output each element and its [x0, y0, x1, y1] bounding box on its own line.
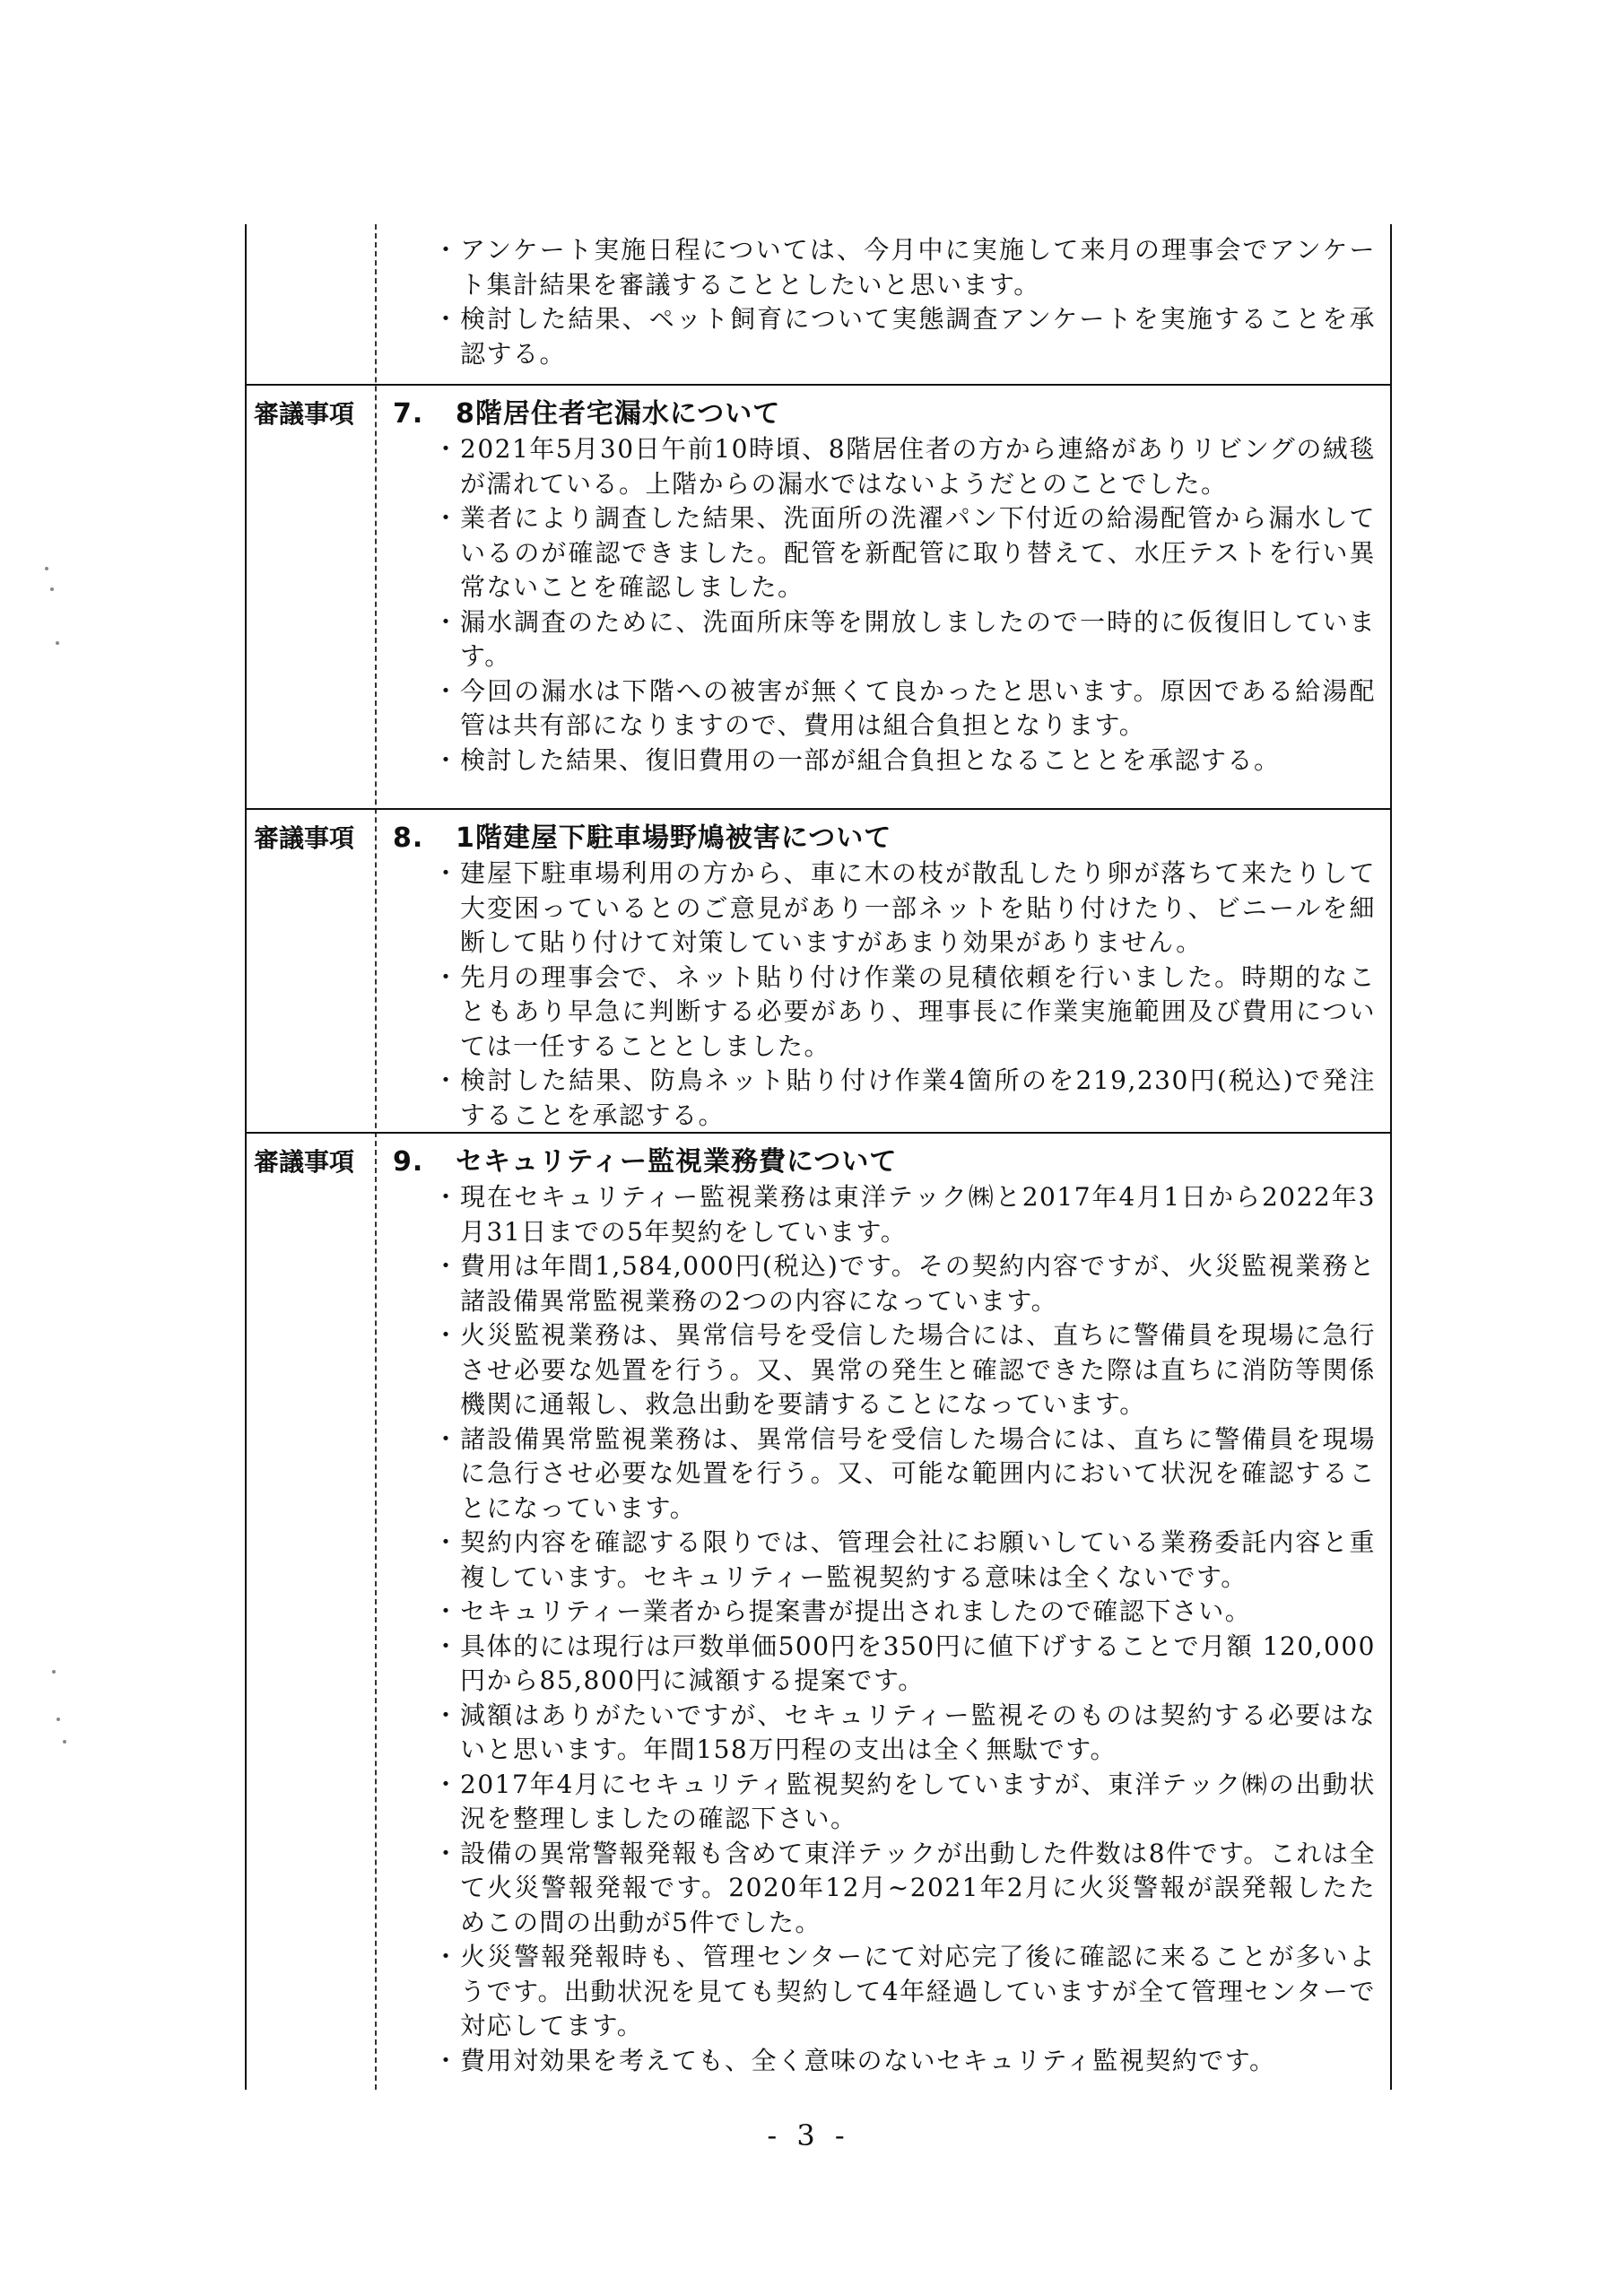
- section-label: 審議事項: [254, 823, 355, 853]
- row-divider: [245, 384, 1390, 386]
- row-divider: [245, 808, 1390, 810]
- list-item: ・ 先月の理事会で、ネット貼り付け作業の見積依頼を行いました。時期的なこともあり早急に判断する必要があり、理事長に作業実施範囲及び費用については一任することとしました。: [433, 961, 1376, 1065]
- section-title: [393, 1144, 1376, 1180]
- scan-speck: [63, 1740, 66, 1744]
- section-number: 7.: [393, 398, 424, 430]
- list-item: ・ 今回の漏水は下階への被害が無くて良かったと思います。原因である給湯配管は共有部になりますので、費用は組合負担となります。: [433, 674, 1376, 744]
- scan-speck: [56, 641, 59, 645]
- page-number: - 3 -: [767, 2118, 850, 2152]
- list-item: ・ 建屋下駐車場利用の方から、車に木の枝が散乱したり卵が落ちて来たりして大変困っているとのご意見があり一部ネットを貼り付けたり、ビニールを細断して貼り付けて対策していますがあまり効果がありません。: [433, 857, 1376, 961]
- list-item: ・ 費用は年間1,584,000円(税込)です。その契約内容ですが、火災監視業務と諸設備異常監視業務の2つの内容になっています。: [433, 1249, 1376, 1318]
- list-item: ・ 検討した結果、ペット飼育について実態調査アンケートを実施することを承認する。: [433, 302, 1376, 371]
- scan-speck: [45, 567, 48, 570]
- section-items: [384, 857, 1376, 1133]
- section-title-text: 8階居住者宅漏水について: [456, 398, 781, 430]
- intro-items: [384, 233, 1376, 371]
- list-item: ・ 漏水調査のために、洗面所床等を開放しましたので一時的に仮復旧しています。: [433, 605, 1376, 674]
- list-item: ・ 費用対効果を考えても、全く意味のないセキュリティ監視契約です。: [433, 2044, 1376, 2079]
- list-item: ・ 契約内容を確認する限りでは、管理会社にお願いしている業務委託内容と重複しています。セキュリティー監視契約する意味は全くないです。: [433, 1526, 1376, 1595]
- list-item: ・ 具体的には現行は戸数単価500円を350円に値下げすることで月額 120,000円から85,800円に減額する提案です。: [433, 1630, 1376, 1699]
- scan-speck: [50, 587, 54, 591]
- section-label: 審議事項: [254, 1147, 355, 1177]
- list-item: ・ アンケート実施日程については、今月中に実施して来月の理事会でアンケート集計結果を審議することとしたいと思います。: [433, 233, 1376, 302]
- list-item: ・ 現在セキュリティー監視業務は東洋テック㈱と2017年4月1日から2022年3月31日までの5年契約をしています。: [433, 1180, 1376, 1249]
- scan-speck: [52, 1670, 56, 1674]
- list-item: ・ 検討した結果、防鳥ネット貼り付け作業4箇所のを219,230円(税込)で発注することを承認する。: [433, 1064, 1376, 1133]
- section-items: [384, 432, 1376, 778]
- section-title: [393, 821, 1376, 857]
- list-item: ・ 検討した結果、復旧費用の一部が組合負担となることとを承認する。: [433, 744, 1376, 778]
- list-item: ・ 2021年5月30日午前10時頃、8階居住者の方から連絡がありリビングの絨毯が濡れている。上階からの漏水ではないようだとのことでした。: [433, 432, 1376, 501]
- list-item: ・ 減額はありがたいですが、セキュリティー監視そのものは契約する必要はないと思います。年間158万円程の支出は全く無駄です。: [433, 1699, 1376, 1768]
- list-item: ・ 業者により調査した結果、洗面所の洗濯パン下付近の給湯配管から漏水しているのが確認できました。配管を新配管に取り替えて、水圧テストを行い異常ないことを確認しました。: [433, 501, 1376, 605]
- section-number: 9.: [393, 1146, 424, 1178]
- list-item: ・ セキュリティー業者から提案書が提出されましたので確認下さい。: [433, 1595, 1376, 1630]
- list-item: ・ 諸設備異常監視業務は、異常信号を受信した場合には、直ちに警備員を現場に急行させ必要な処置を行う。又、可能な範囲内において状況を確認することになっています。: [433, 1422, 1376, 1526]
- section-title: [393, 396, 1376, 432]
- section-items: [384, 1180, 1376, 2078]
- section-title-text: 1階建屋下駐車場野鳩被害について: [456, 822, 892, 854]
- list-item: ・ 火災監視業務は、異常信号を受信した場合には、直ちに警備員を現場に急行させ必要な処置を行う。又、異常の発生と確認できた際は直ちに消防等関係機関に通報し、救急出動を要請することになっています。: [433, 1318, 1376, 1422]
- section-title-text: セキュリティー監視業務費について: [456, 1146, 898, 1178]
- list-item: ・ 火災警報発報時も、管理センターにて対応完了後に確認に来ることが多いようです。出動状況を見ても契約して4年経過していますが全て管理センターで対応してます。: [433, 1940, 1376, 2044]
- list-item: ・ 2017年4月にセキュリティ監視契約をしていますが、東洋テック㈱の出動状況を整理しましたの確認下さい。: [433, 1768, 1376, 1837]
- list-item: ・ 設備の異常警報発報も含めて東洋テックが出動した件数は8件です。これは全て火災警報発報です。2020年12月~2021年2月に火災警報が誤発報したためこの間の出動が5件でした。: [433, 1837, 1376, 1941]
- scan-speck: [57, 1718, 60, 1721]
- section-number: 8.: [393, 822, 424, 854]
- section-label: 審議事項: [254, 399, 355, 429]
